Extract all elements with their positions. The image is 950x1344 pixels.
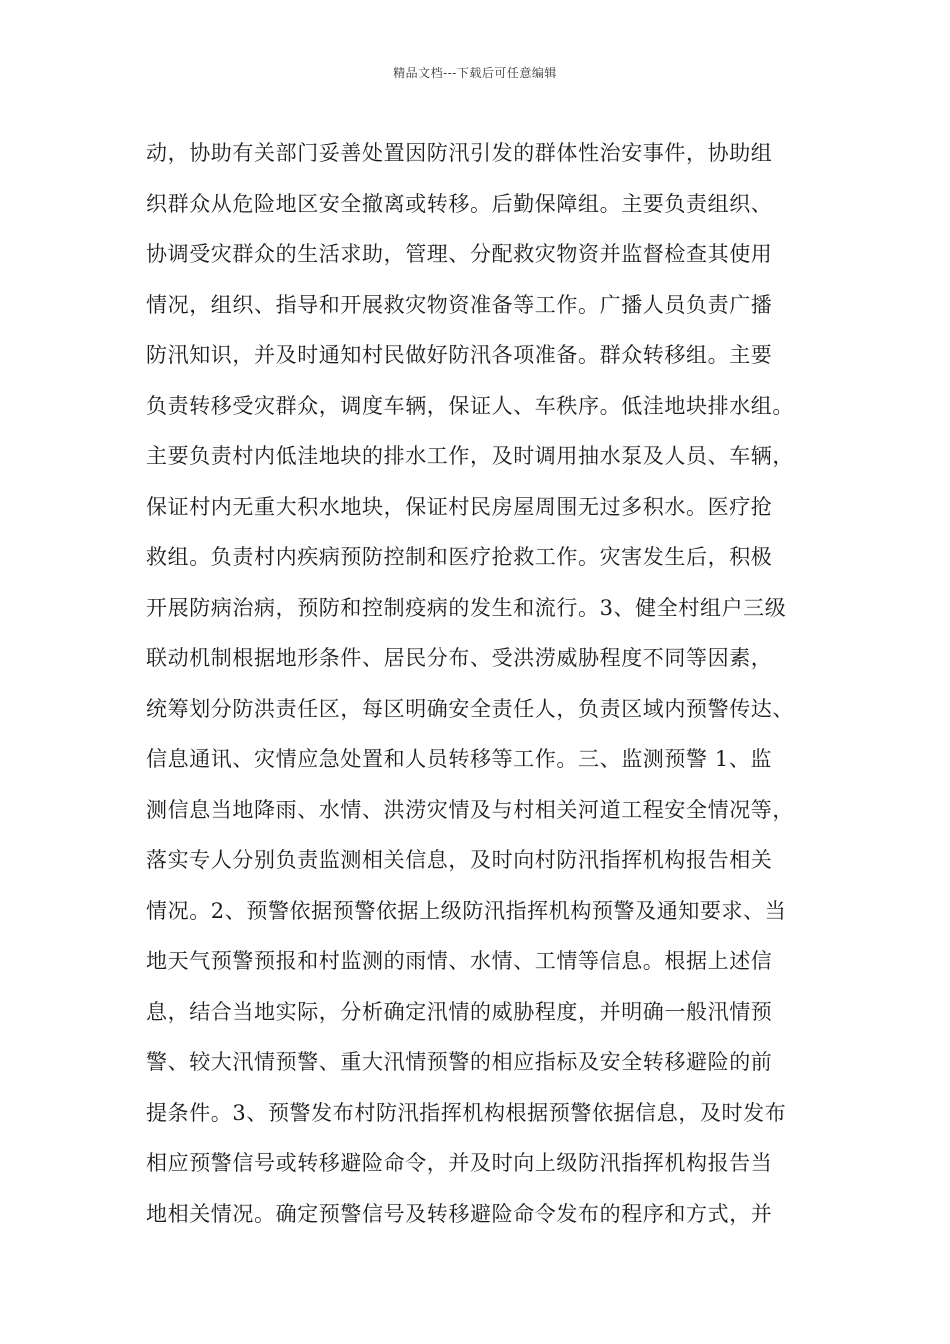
text-line: 开展防病治病，预防和控制疫病的发生和流行。3、健全村组户三级 xyxy=(146,595,787,620)
body-text xyxy=(146,128,826,1239)
text-line: 救组。负责村内疾病预防控制和医疗抢救工作。灾害发生后，积极 xyxy=(146,545,773,569)
text-line: 情况。2、预警依据预警依据上级防汛指挥机构预警及通知要求、当 xyxy=(146,898,787,923)
text-line: 信息通讯、灾情应急处置和人员转移等工作。三、监测预警 1、监 xyxy=(146,747,773,771)
text-line: 协调受灾群众的生活求助，管理、分配救灾物资并监督检查其使用 xyxy=(146,242,773,266)
text-line: 统筹划分防洪责任区，每区明确安全责任人，负责区域内预警传达、 xyxy=(146,696,794,721)
page-header: 精品文档---下载后可任意编辑 xyxy=(393,66,557,80)
text-line: 相应预警信号或转移避险命令，并及时向上级防汛指挥机构报告当 xyxy=(146,1151,773,1175)
text-line: 主要负责村内低洼地块的排水工作，及时调用抽水泵及人员、车辆， xyxy=(146,444,794,468)
text-line: 地天气预警预报和村监测的雨情、水情、工情等信息。根据上述信 xyxy=(146,949,773,973)
text-line: 织群众从危险地区安全撤离或转移。后勤保障组。主要负责组织、 xyxy=(146,191,773,216)
text-line: 警、较大汛情预警、重大汛情预警的相应指标及安全转移避险的前 xyxy=(146,1050,773,1074)
text-line: 联动机制根据地形条件、居民分布、受洪涝威胁程度不同等因素， xyxy=(146,646,773,670)
text-line: 动，协助有关部门妥善处置因防汛引发的群体性治安事件，协助组 xyxy=(146,141,773,165)
text-line: 情况，组织、指导和开展救灾物资准备等工作。广播人员负责广播 xyxy=(146,292,773,317)
text-line: 保证村内无重大积水地块，保证村民房屋周围无过多积水。医疗抢 xyxy=(146,494,773,519)
text-line: 负责转移受灾群众，调度车辆，保证人、车秩序。低洼地块排水组。 xyxy=(146,393,794,418)
text-line: 息，结合当地实际，分析确定汛情的威胁程度，并明确一般汛情预 xyxy=(146,999,773,1024)
text-line: 落实专人分别负责监测相关信息，及时向村防汛指挥机构报告相关 xyxy=(146,848,773,872)
text-line: 测信息当地降雨、水情、洪涝灾情及与村相关河道工程安全情况等， xyxy=(146,797,794,822)
text-line: 地相关情况。确定预警信号及转移避险命令发布的程序和方式，并 xyxy=(146,1201,773,1226)
text-line: 防汛知识，并及时通知村民做好防汛各项准备。群众转移组。主要 xyxy=(146,343,773,367)
text-line: 提条件。3、预警发布村防汛指挥机构根据预警依据信息，及时发布 xyxy=(146,1100,787,1125)
